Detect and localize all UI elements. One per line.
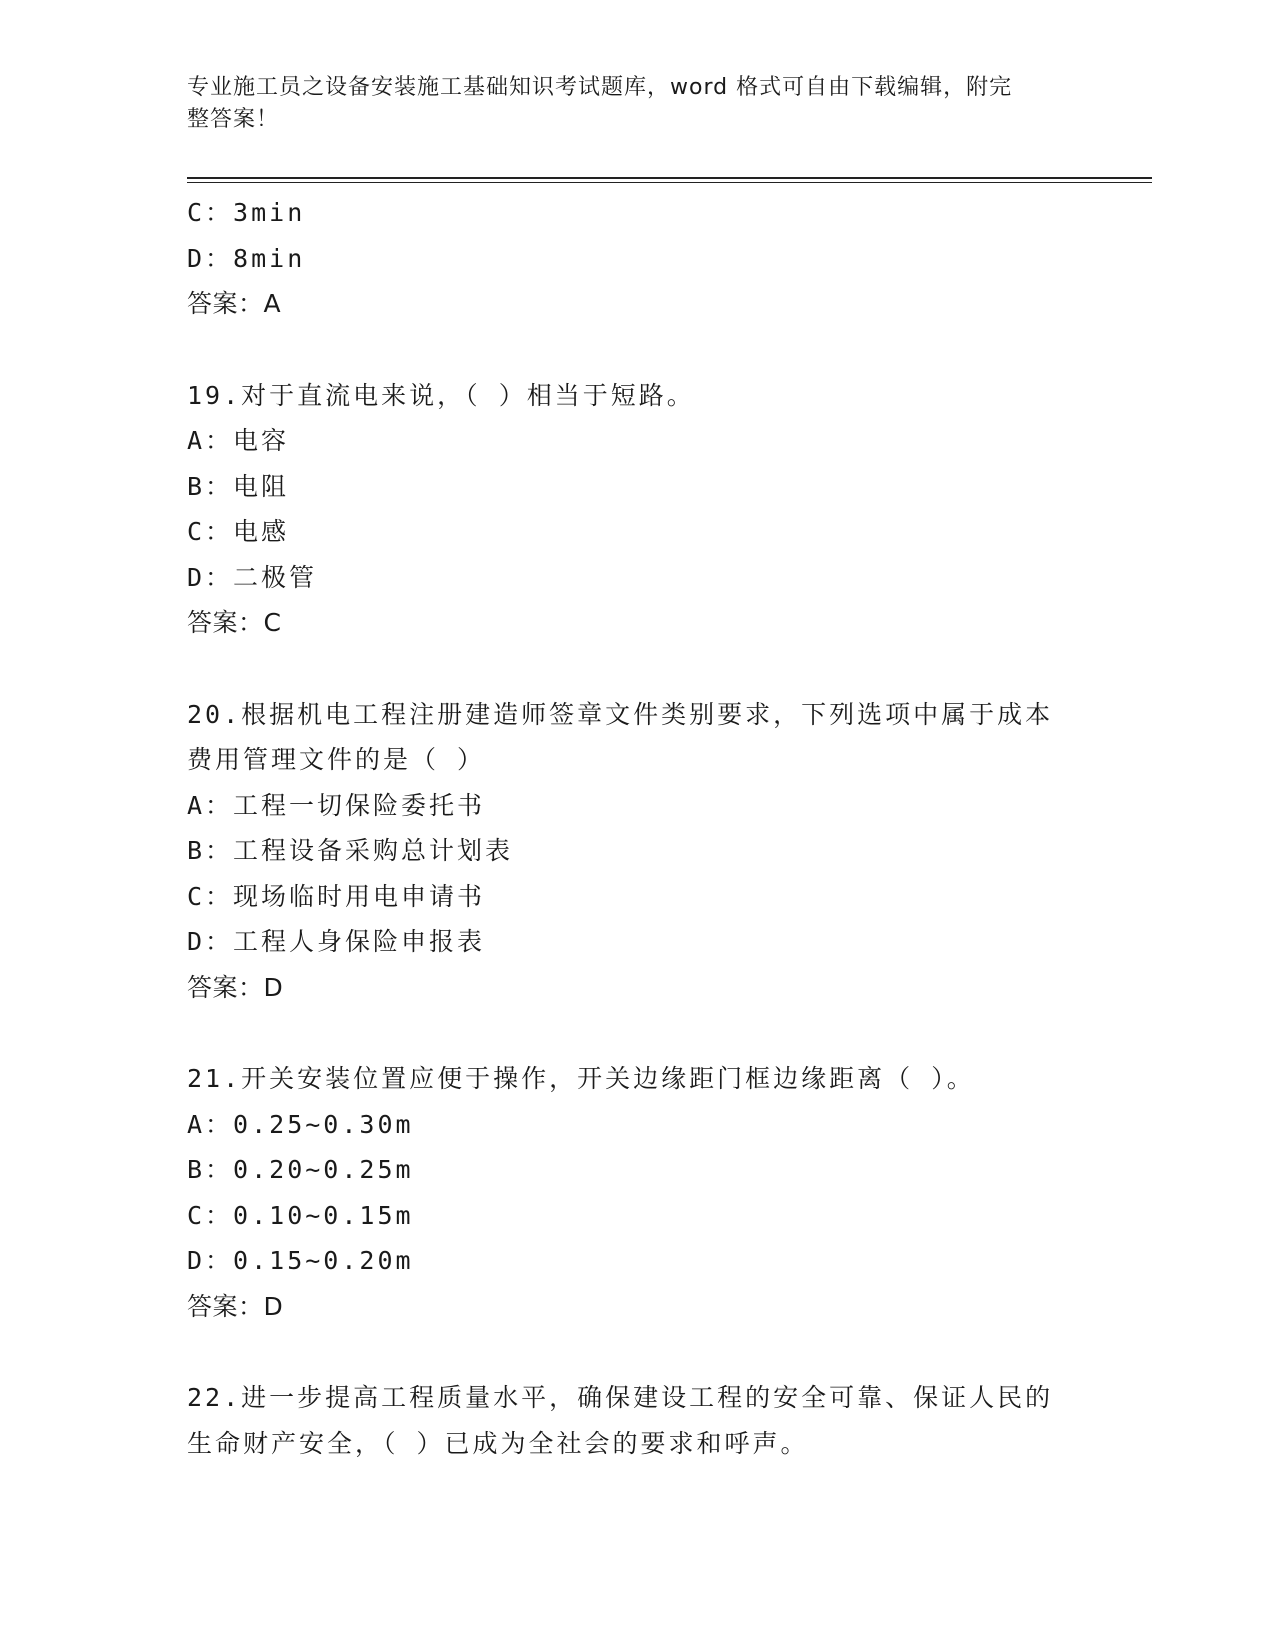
header-divider-thin: [187, 182, 1152, 183]
option-a: A：0.25~0.30m: [187, 1109, 414, 1139]
question-partial: [187, 190, 1087, 327]
option-c: C：0.10~0.15m: [187, 1200, 414, 1230]
option-d: D：工程人身保险申报表: [187, 927, 486, 956]
question-stem-continued: 费用管理文件的是（ ）: [187, 745, 486, 774]
question-stem: 21.开关安装位置应便于操作，开关边缘距门框边缘距离（ ）。: [187, 1064, 975, 1093]
answer-line: 答案：A: [187, 289, 282, 318]
option-b: B：电阻: [187, 471, 290, 501]
option-d: D：二极管: [187, 562, 318, 592]
header-divider-thick: [187, 177, 1152, 179]
answer-line: 答案：C: [187, 608, 282, 637]
header-title-line-2: 整答案！: [187, 107, 280, 132]
option-a: A：工程一切保险委托书: [187, 790, 486, 820]
question-22: [187, 1375, 1087, 1466]
answer-line: 答案：D: [187, 972, 284, 1002]
question-20: [187, 692, 1087, 1011]
option-c: C：现场临时用电申请书: [187, 881, 486, 911]
question-stem-continued: 生命财产安全，（ ）已成为全社会的要求和呼声。: [187, 1428, 809, 1458]
question-stem: 19.对于直流电来说，（ ）相当于短路。: [187, 380, 695, 410]
answer-line: 答案：D: [187, 1291, 284, 1321]
option-c: C：3min: [187, 198, 306, 227]
option-d: D：0.15~0.20m: [187, 1246, 414, 1275]
option-b: B：0.20~0.25m: [187, 1155, 414, 1184]
question-list: [187, 190, 1087, 1466]
question-19: [187, 373, 1087, 646]
option-b: B：工程设备采购总计划表: [187, 836, 514, 865]
question-stem: 20.根据机电工程注册建造师签章文件类别要求，下列选项中属于成本: [187, 699, 1054, 729]
question-21: [187, 1056, 1087, 1329]
option-c: C：电感: [187, 517, 290, 546]
option-d: D：8min: [187, 243, 306, 273]
document-header: [187, 72, 1067, 136]
question-stem: 22.进一步提高工程质量水平，确保建设工程的安全可靠、保证人民的: [187, 1383, 1054, 1412]
header-title-line-1: 专业施工员之设备安装施工基础知识考试题库，word 格式可自由下载编辑，附完: [187, 75, 1013, 100]
option-a: A：电容: [187, 426, 290, 455]
